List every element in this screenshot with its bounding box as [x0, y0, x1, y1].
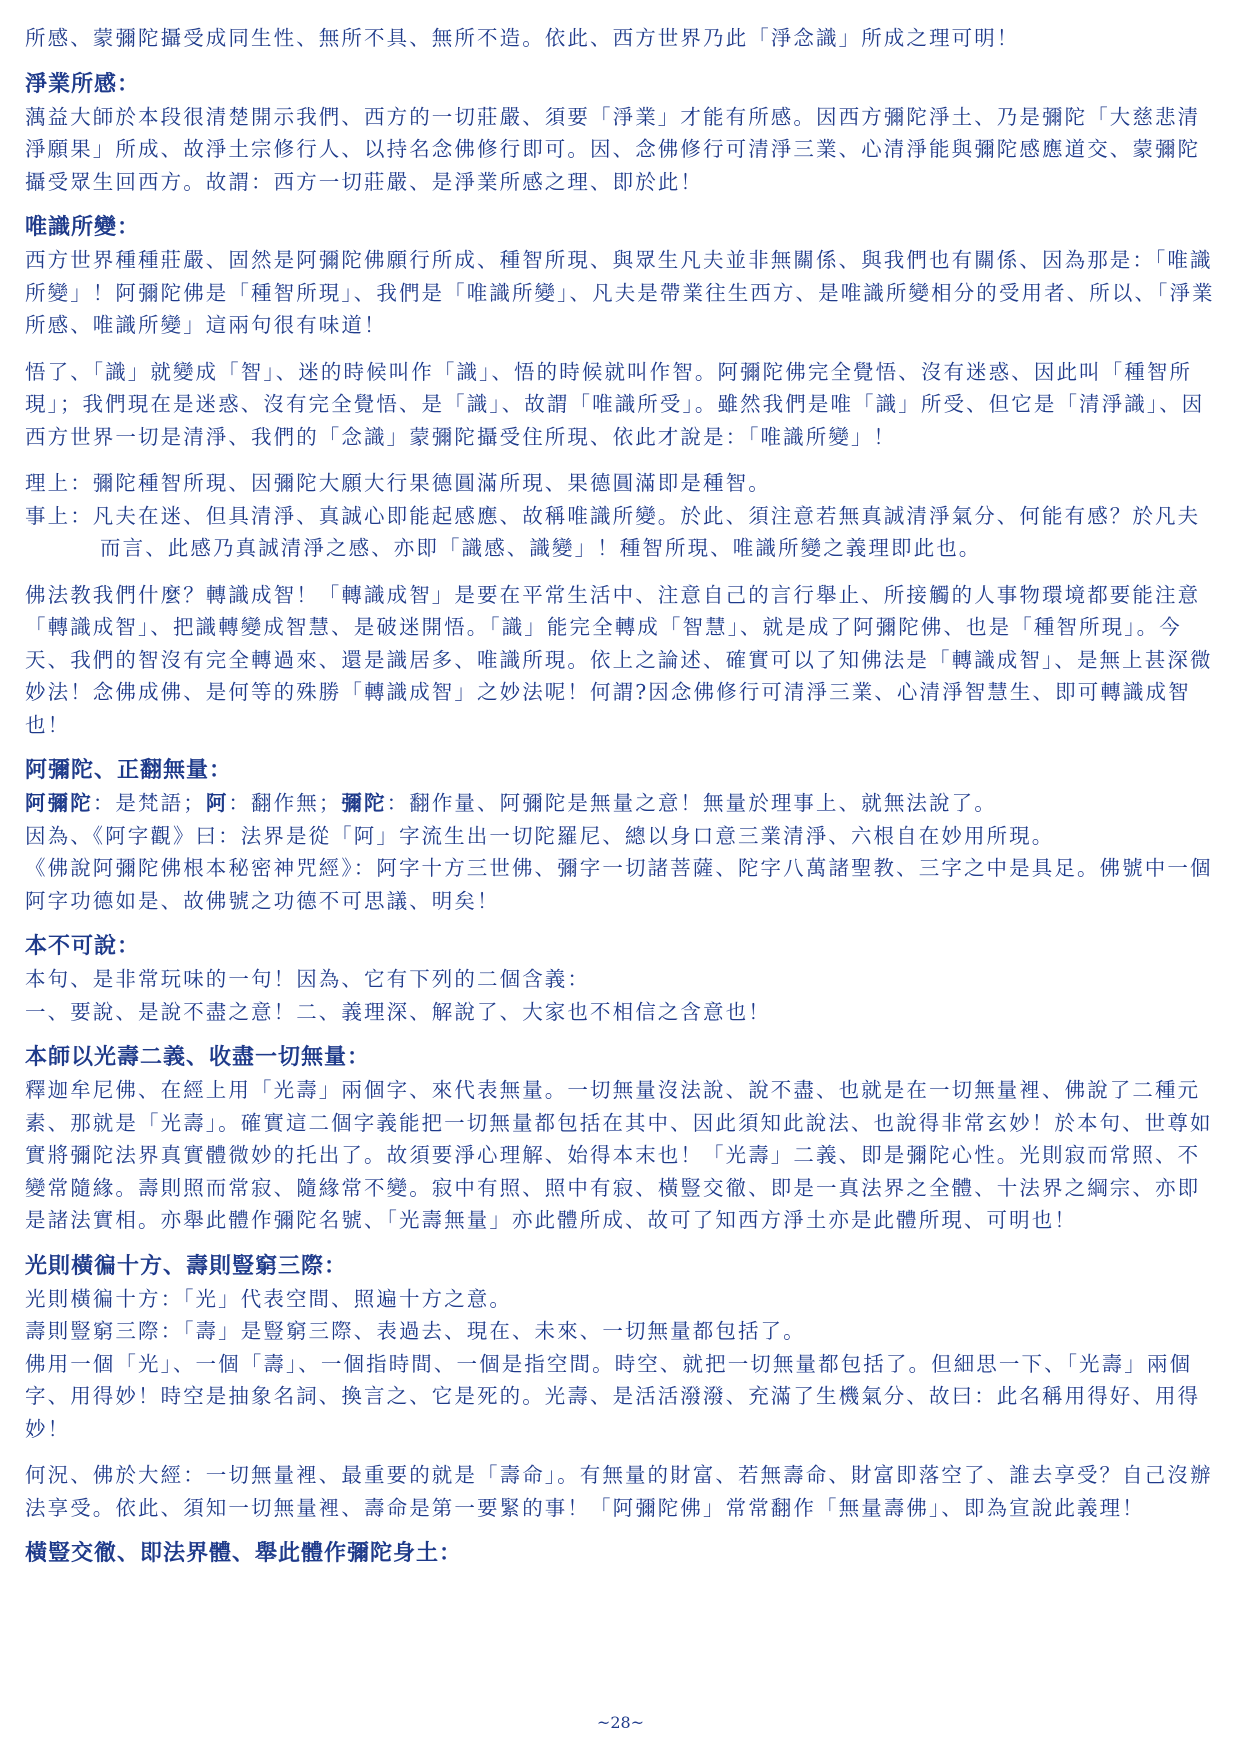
paragraph-light-life: 釋迦牟尼佛、在經上用「光壽」兩個字、來代表無量。一切無量沒法說、說不盡、也就是在一切無量裡、佛說了二種元素、那就是「光壽」。確實這二個字義能把一切無量都包括在其中、因此須知此說法、也說得非常玄妙！於本句、世尊如實將彌陀法界真實體微妙的托出了。故須要淨心理解、始得本末也！「光壽」二義、即是彌陀心性。光則寂而常照、不變常隨緣。壽則照而常寂、隨緣常不變。寂中有照、照中有寂、橫豎交徹、即是一真法界之全體、十法界之綱宗、亦即是諸法實相。亦舉此體作彌陀名號、「光壽無量」亦此體所成、故可了知西方淨土亦是此體所現、可明也！ [25, 1078, 1213, 1232]
page-number: ~28~ [596, 1713, 645, 1732]
paragraph-a-contemplation: 因為、《阿字觀》曰：法界是從「阿」字流生出一切陀羅尼、總以身口意三業清淨、六根自在妙用所現。 [25, 823, 1055, 848]
term-a: 阿 [205, 791, 229, 815]
paragraph-amitabha-terms [25, 787, 1217, 820]
paragraph-light-space: 光則橫徧十方：「光」代表空間、照遍十方之意。 [25, 1286, 512, 1311]
paragraph-unspeakable-2: 一、要說、是說不盡之意！二、義理深、解說了、大家也不相信之含意也！ [25, 999, 771, 1024]
heading-light-life: 本師以光壽二義、收盡一切無量： [25, 1045, 371, 1070]
heading-pure-karma: 淨業所感： [25, 71, 141, 97]
term-amituo-desc: ：是梵語； [92, 791, 206, 815]
heading-amitabha-meaning: 阿彌陀、正翻無量： [25, 758, 233, 783]
paragraph-consciousness-only: 西方世界種種莊嚴、固然是阿彌陀佛願行所成、種智所現、與眾生凡夫並非無關係、與我們也有關係、因為那是：「唯識所變」！阿彌陀佛是「種智所現」、我們是「唯識所變」、凡夫是帶業往生西方、是唯識所變相分的受用者、所以、「淨業所感、唯識所變」這兩句很有味道！ [25, 248, 1215, 337]
document-body [25, 22, 1217, 1570]
paragraph-light-life-usage: 佛用一個「光」、一個「壽」、一個指時間、一個是指空間。時空、就把一切無量都包括了。但細思一下、「光壽」兩個字、用得妙！時空是抽象名詞、換言之、它是死的。光壽、是活活潑潑、充滿了生機氣分、故曰：此名稱用得好、用得妙！ [25, 1351, 1201, 1441]
term-amituo: 阿彌陀 [25, 791, 93, 815]
heading-dharma-realm: 橫豎交徹、即法界體、舉此體作彌陀身土： [25, 1541, 463, 1566]
term-mituo-desc: ：翻作量、阿彌陀是無量之意！無量於理事上、就無法說了。 [386, 791, 997, 815]
paragraph-sutra-quote: 《佛說阿彌陀佛根本秘密神咒經》：阿字十方三世佛、彌字一切諸菩薩、陀字八萬諸聖教、三字之中是具足。佛號中一個阿字功德如是、故佛號之功德不可思議、明矣！ [25, 856, 1213, 913]
heading-space-time: 光則橫徧十方、壽則豎窮三際： [25, 1253, 348, 1279]
term-a-desc: ：翻作無； [228, 791, 342, 815]
heading-unspeakable: 本不可說： [25, 934, 141, 959]
paragraph-unspeakable-1: 本句、是非常玩味的一句！因為、它有下列的二個含義： [25, 967, 590, 991]
paragraph-pure-karma: 蕅益大師於本段很清楚開示我們、西方的一切莊嚴、須要「淨業」才能有所感。因西方彌陀淨土、乃是彌陀「大慈悲清淨願果」所成、故淨土宗修行人、以持名念佛修行即可。因、念佛修行可清淨三業、心清淨能與彌陀感應道交、蒙彌陀攝受眾生回西方。故謂：西方一切莊嚴、是淨業所感之理、即於此！ [25, 104, 1201, 194]
paragraph-principle: 理上：彌陀種智所現、因彌陀大願大行果德圓滿所現、果德圓滿即是種智。 [25, 471, 771, 495]
paragraph-intro: 所感、蒙彌陀攝受成同生性、無所不具、無所不造。依此、西方世界乃此「淨念識」所成之理可明！ [25, 26, 1020, 50]
paragraph-life-time: 壽則豎窮三際：「壽」是豎窮三際、表過去、現在、未來、一切無量都包括了。 [25, 1319, 806, 1343]
term-mituo: 彌陀 [341, 791, 387, 815]
paragraph-awakening: 悟了、「識」就變成「智」、迷的時候叫作「識」、悟的時候就叫作智。阿彌陀佛完全覺悟、沒有迷惑、因此叫「種智所現」；我們現在是迷惑、沒有完全覺悟、是「識」、故謂「唯識所受」。雖然我們是唯「識」所受、但它是「清淨識」、因西方世界一切是清淨、我們的「念識」蒙彌陀攝受住所現、依此才說是：「唯識所變」！ [25, 359, 1205, 449]
paragraph-longevity: 何況、佛於大經：一切無量裡、最重要的就是「壽命」。有無量的財富、若無壽命、財富即落空了、誰去享受？自己沒辦法享受。依此、須知一切無量裡、壽命是第一要緊的事！「阿彌陀佛」常常翻作「無量壽佛」、即為宣說此義理！ [25, 1463, 1213, 1520]
paragraph-transform-consciousness: 佛法教我們什麼？轉識成智！「轉識成智」是要在平常生活中、注意自己的言行舉止、所接觸的人事物環境都要能注意「轉識成智」、把識轉變成智慧、是破迷開悟。「識」能完全轉成「智慧」、就是成了阿彌陀佛、也是「種智所現」。今天、我們的智沒有完全轉過來、還是識居多、唯識所現。依上之論述、確實可以了知佛法是「轉識成智」、是無上甚深微妙法！念佛成佛、是何等的殊勝「轉識成智」之妙法呢！何謂?因念佛修行可清淨三業、心清淨智慧生、即可轉識成智也！ [25, 582, 1213, 737]
heading-consciousness-only: 唯識所變： [25, 215, 141, 240]
paragraph-phenomena: 事上：凡夫在迷、但具清淨、真誠心即能起感應、故稱唯識所變。於此、須注意若無真誠清淨氣分、何能有感？於凡夫而言、此感乃真誠清淨之感、亦即「識感、識變」！種智所現、唯識所變之義理即此也。 [25, 503, 1201, 560]
